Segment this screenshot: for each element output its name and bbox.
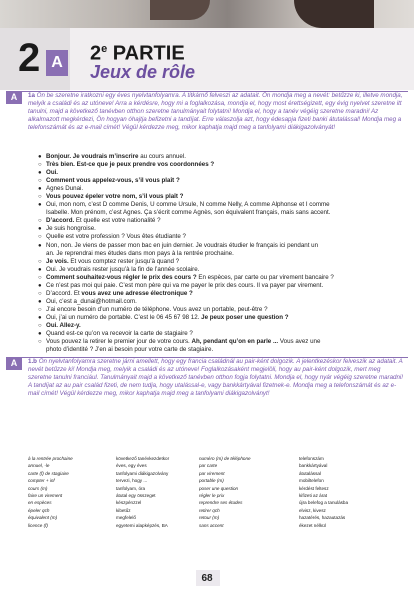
vocabulary-hungarian: kifizeti az árat [299, 493, 328, 499]
instruction-text: Ön nyelvtanfolyamra szeretne járni amellett, hogy egy francia családnál au pair-ként dolgozik. A jelentkezéskor felveszik az adatait. A nevét betűzze ki! Mondja meg, melyik a családi és az utóneve! Foglalkozásaként megjelöli, hogy au pair-ként dolgozik, mert meg szeretne tanulni franciául. Tanulmányait majd a következő tanévben otthon fogja folytatni. Mondja el, hogy nyár végéig szeretne maradni! A tandíjat az au pair család fizeti, de nem tudja, hogy utalással-e, vagy bankkártyával fizetnek-e. Mondja meg a telefonszámát és az e-mail címét! Végül kérdezze meg, mikor kaphatja majd meg a tanfolyami diákigazolványt! [28, 358, 404, 397]
exercise-number: 1.b [28, 358, 37, 365]
dialogue-text: Et vous comptez rester jusqu’à quand ? [68, 257, 180, 265]
dialogue-line [38, 330, 404, 338]
vocabulary-hungarian: tervezi, hogy ... [116, 478, 148, 484]
speaker-b-bullet-icon: ○ [38, 339, 42, 346]
vocabulary-hungarian: éves, egy éves [116, 463, 147, 469]
dialogue-text: Quelle est votre profession ? Vous êtes étudiante ? [46, 233, 186, 241]
speaker-b-bullet-icon: ○ [38, 258, 42, 265]
vocabulary-french: carte (f) de stagiaire [28, 470, 69, 476]
dialogue-line [38, 314, 404, 322]
speaker-a-bullet-icon: ● [38, 242, 42, 249]
speaker-a-bullet-icon: ● [38, 226, 42, 233]
vocabulary-hungarian: elvisz, kivesz [299, 507, 326, 513]
dialogue-line [38, 258, 404, 266]
dialogue-text: Agnes Dunai. [46, 185, 84, 193]
dialogue-bold: Oui. [46, 169, 59, 177]
dialogue-text: Non, non. Je viens de passer mon bac en juin dernier. Je voudrais étudier le français ici pendant un [46, 241, 319, 249]
dialogue-text: Oui, c’est a_dunai@hotmail.com. [46, 297, 137, 305]
dialogue-line [38, 225, 404, 233]
dialogue-bold: Ah, pendant qu’on en parle ... [191, 338, 279, 346]
speaker-a-bullet-icon: ● [38, 298, 42, 305]
dialogue-text: Quand est-ce qu’on va recevoir la carte de stagiaire ? [46, 330, 193, 338]
vocabulary-hungarian: mobiltelefon [299, 478, 324, 484]
dialogue-line [38, 266, 404, 274]
dialogue-text: an. Je reprendrai mes études dans mon pays à la rentrée prochaine. [46, 249, 234, 257]
dialogue-line [38, 153, 404, 161]
vocabulary-row [28, 499, 404, 506]
dialogue-bold: Je peux poser une question ? [201, 313, 289, 321]
vocabulary-row [28, 485, 404, 492]
header-photo-strip [0, 0, 414, 28]
part-ordinal: e [101, 43, 108, 55]
dialogue-text: Isabelle. Mon prénom, c’est Agnes. Ça s’écrit comme Agnès, son équivalent français, mais sans accent. [46, 209, 331, 217]
dialogue-line [38, 282, 404, 290]
exercise-number: 1a [28, 92, 35, 99]
speaker-b-bullet-icon: ○ [38, 162, 42, 169]
speaker-b-bullet-icon: ○ [38, 274, 42, 281]
vocabulary-hungarian: készpénzzel [116, 500, 142, 506]
dialogue-text: au cours annuel. [138, 153, 186, 160]
part-word: PARTIE [107, 42, 185, 65]
vocabulary-french: retirer qch [199, 507, 220, 513]
dialogue-line [38, 233, 404, 241]
chapter-letter-badge: A [46, 50, 68, 76]
vocabulary-french: régler le prix [199, 493, 225, 499]
dialogue-text: Et quelle est votre nationalité ? [74, 217, 161, 225]
speaker-b-bullet-icon: ○ [38, 290, 42, 297]
dialogue-bold: Comment souhaitez-vous régler le prix des cours ? [46, 273, 197, 281]
part-subtitle: Jeux de rôle [90, 62, 196, 82]
vocabulary-hungarian: megfelelő [116, 515, 136, 521]
dialogue-text: Oui, mon nom, c’est D comme Denis, U comme Ursule, N comme Nelly, A comme Alphonse et I comme [46, 201, 330, 209]
dialogue-text: Ce n’est pas moi qui paie. C’est mon père qui va me payer le prix des cours. Il va payer par virement. [46, 281, 324, 289]
page-number: 68 [201, 573, 213, 584]
vocabulary-hungarian: kérdést feltesz [299, 485, 329, 491]
vocabulary-french: poser une question [199, 485, 239, 491]
speaker-a-bullet-icon: ● [38, 282, 42, 289]
speaker-b-bullet-icon: ○ [38, 218, 42, 225]
dialogue-line [38, 298, 404, 306]
vocabulary-hungarian: átutalással [299, 470, 321, 476]
vocabulary-hungarian: kibetűz [116, 507, 131, 513]
dialogue-bold: Oui. Allez-y. [46, 321, 81, 329]
dialogue-line [38, 217, 404, 225]
speaker-b-bullet-icon: ○ [38, 194, 42, 201]
vocabulary-french: en espèces [28, 500, 52, 506]
dialogue-line [38, 193, 404, 201]
vocabulary-row [28, 522, 404, 529]
vocabulary-row [28, 514, 404, 521]
vocabulary-hungarian: tanfolyam, óra [116, 485, 146, 491]
vocabulary-row [28, 477, 404, 484]
vocabulary-french: par virement [199, 470, 225, 476]
dialogue-line [38, 177, 404, 185]
dialogue-text: Oui. Je voudrais rester jusqu’à la fin de l’année scolaire. [46, 265, 200, 273]
dialogue-bold: vous avez une adresse électronique ? [81, 289, 193, 297]
dialogue-text: D’accord. Et [46, 289, 82, 297]
dialogue-bold: D’accord. [46, 217, 75, 225]
vocabulary-french: cours (m) [28, 485, 48, 491]
vocabulary-hungarian: hazatérés, hazautazás [299, 515, 346, 521]
chapter-number: 2 [18, 36, 41, 80]
exercise-instruction [28, 92, 404, 132]
photo-detail [294, 0, 374, 28]
exercise-tag: A [6, 91, 22, 104]
speaker-b-bullet-icon: ○ [38, 322, 42, 329]
vocabulary-hungarian: bankkártyával [299, 463, 328, 469]
vocabulary-row [28, 470, 404, 477]
dialogue-line [38, 161, 404, 169]
vocabulary-hungarian: egyetemi alapképzés, BA [116, 522, 168, 528]
speaker-a-bullet-icon: ● [38, 170, 42, 177]
speaker-b-bullet-icon: ○ [38, 234, 42, 241]
vocabulary-french: numéro (m) de téléphone [199, 456, 251, 461]
dialogue-line [38, 346, 404, 354]
vocabulary-french: compter + inf [28, 478, 55, 484]
vocabulary-row [28, 455, 404, 462]
speaker-a-bullet-icon: ● [38, 266, 42, 273]
dialogue-line [38, 169, 404, 177]
dialogue-line [38, 209, 404, 217]
dialogue-bold: Je vois. [46, 257, 69, 265]
dialogue-line [38, 250, 404, 258]
dialogue-text: J’ai encore besoin d’un numéro de téléphone. Vous avez un portable, peut-être ? [46, 305, 268, 313]
speaker-b-bullet-icon: ○ [38, 178, 42, 185]
vocabulary-french: portable (m) [199, 478, 224, 484]
vocabulary-french: retour (m) [199, 515, 220, 521]
exercise-instruction [28, 358, 404, 398]
vocabulary-hungarian: ékezet nélkül [299, 522, 326, 528]
dialogue-line [38, 201, 404, 209]
vocabulary-table [28, 455, 404, 529]
dialogue-text: Je suis hongroise. [46, 225, 96, 233]
dialogue-bold: Vous pouvez épeler votre nom, s’il vous plaît ? [46, 193, 184, 201]
vocabulary-hungarian: következő tanévkezdetkor [116, 456, 170, 461]
dialogue-line [38, 185, 404, 193]
vocabulary-hungarian: telefonszám [299, 456, 324, 461]
dialogue-text: photo d’identité ? J’en ai besoin pour votre carte de stagiaire. [46, 346, 214, 354]
vocabulary-french: annuel, -le [28, 463, 50, 469]
dialogue-line [38, 274, 404, 282]
speaker-a-bullet-icon: ● [38, 202, 42, 209]
exercise-tag: A [6, 357, 22, 370]
speaker-a-bullet-icon: ● [38, 331, 42, 338]
speaker-a-bullet-icon: ● [38, 314, 42, 321]
instruction-text: Ön be szeretne iratkozni egy éves nyelvtanfolyamra. A titkárnő felveszi az adatait. Ön mondja meg a nevét: betűzze ki, illetve mondja, melyik a családi és az utóneve! Arra a kérdésre, hogy mi a foglalkozása, mondja el, hogy most érettségizett, egy évig nyelvet szeretne itt tanulni, majd a következő tanévben otthon szeretne tanulmányait folytatni! Mondja el, hogy a tanév végéig szeretne maradni! Az alkalmazott megkérdezi, Ön hogyan óhajtja befizetni a tandíjat. Erre válaszolja azt, hogy édesapja fizeti banki átutalással! Mondja meg a telefonszámát és az e-mail címét! Végül kérdezze meg, mikor kaphatja majd meg a tanfolyami diákigazolványát! [28, 92, 403, 131]
dialogue-line [38, 306, 404, 314]
dialogue-bold: Comment vous appelez-vous, s’il vous plaît ? [46, 177, 180, 185]
vocabulary-row [28, 507, 404, 514]
chapter-header [0, 28, 414, 90]
dialogue-line [38, 338, 404, 346]
vocabulary-hungarian: átutal egy összeget [116, 493, 156, 499]
dialogue-bold: Très bien. Est-ce que je peux prendre vos coordonnées ? [46, 161, 215, 169]
vocabulary-french: licence (f) [28, 522, 48, 528]
vocabulary-hungarian: újra belefog a tanulásba [299, 500, 349, 506]
vocabulary-french: sans accent [199, 522, 224, 528]
part-number: 2 [90, 42, 102, 65]
dialogue-text: Oui, j’ai un numéro de portable. C’est le 06 45 67 98 12. [46, 313, 202, 321]
dialogue-line [38, 242, 404, 250]
photo-detail [150, 0, 210, 20]
vocabulary-french: faire un virement [28, 493, 63, 499]
vocabulary-french: équivalent (m) [28, 515, 58, 521]
dialogue-line [38, 322, 404, 330]
dialogue-bold: Bonjour. Je voudrais m’inscrire [46, 153, 139, 160]
speaker-a-bullet-icon: ● [38, 186, 42, 193]
vocabulary-french: par carte [199, 463, 218, 469]
vocabulary-french: épeler qch [28, 507, 50, 513]
vocabulary-french: à la rentrée prochaine [28, 456, 73, 461]
dialogue-text: En espèces, par carte ou par virement bancaire ? [196, 273, 334, 281]
vocabulary-french: reprendre ses études [199, 500, 243, 506]
vocabulary-row [28, 492, 404, 499]
dialogue-text: Vous avez une [278, 338, 321, 346]
dialogue [38, 153, 404, 354]
dialogue-text: Vous pouvez la retirer le premier jour de votre cours. [46, 338, 192, 346]
speaker-a-bullet-icon: ● [38, 154, 42, 160]
speaker-b-bullet-icon: ○ [38, 306, 42, 313]
vocabulary-hungarian: tanfolyami diákigazolvány [116, 470, 169, 476]
dialogue-line [38, 290, 404, 298]
vocabulary-row [28, 462, 404, 469]
